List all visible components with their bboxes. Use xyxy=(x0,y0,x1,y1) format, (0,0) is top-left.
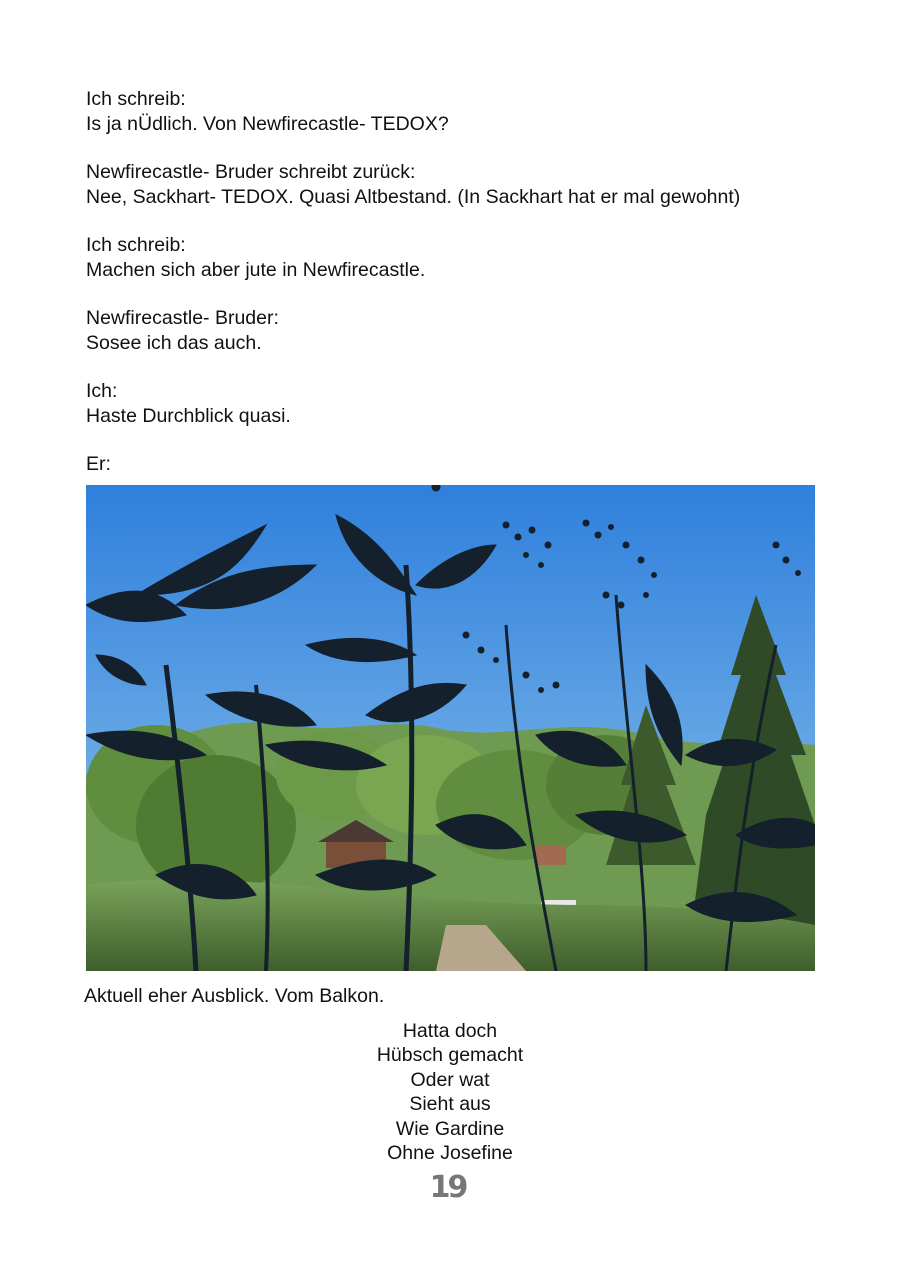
dialogue-line: Er: xyxy=(86,453,111,475)
dialogue-line: Ich: xyxy=(86,380,118,402)
dialogue-line: Haste Durchblick quasi. xyxy=(86,404,291,427)
poem-line: Oder wat xyxy=(410,1068,490,1091)
dialogue-line: Nee, Sackhart- TEDOX. Quasi Altbestand. (In Sackhart hat er mal gewohnt) xyxy=(86,185,741,208)
page-number: 19 xyxy=(429,1170,466,1205)
poem-line: Hübsch gemacht xyxy=(376,1044,524,1067)
dialogue-block-3 xyxy=(86,233,425,282)
dialogue-line: Ich schreib: xyxy=(86,88,186,110)
dialogue-line: Newfirecastle- Bruder: xyxy=(86,307,279,329)
poem-line: Hatta doch xyxy=(402,1020,498,1042)
dialogue-line: Is ja nÜdlich. Von Newfirecastle- TEDOX? xyxy=(86,112,449,135)
dialogue-block-5 xyxy=(86,379,291,428)
poem-line: Sieht aus xyxy=(409,1093,491,1116)
poem-line: Wie Gardine xyxy=(395,1117,505,1140)
dialogue-line: Sosee ich das auch. xyxy=(86,331,262,354)
photo-caption: Aktuell eher Ausblick. Vom Balkon. xyxy=(84,985,385,1007)
dialogue-block-6 xyxy=(86,452,111,477)
dialogue-block-1 xyxy=(86,87,449,136)
dialogue-line: Ich schreib: xyxy=(86,234,186,256)
dialogue-line: Machen sich aber jute in Newfirecastle. xyxy=(86,258,426,281)
poem-line: Ohne Josefine xyxy=(387,1142,513,1165)
dialogue-line: Newfirecastle- Bruder schreibt zurück: xyxy=(86,161,416,183)
dialogue-block-4 xyxy=(86,306,279,355)
balcony-photo xyxy=(86,485,815,971)
dialogue-block-2 xyxy=(86,160,740,209)
poem xyxy=(0,1019,900,1165)
